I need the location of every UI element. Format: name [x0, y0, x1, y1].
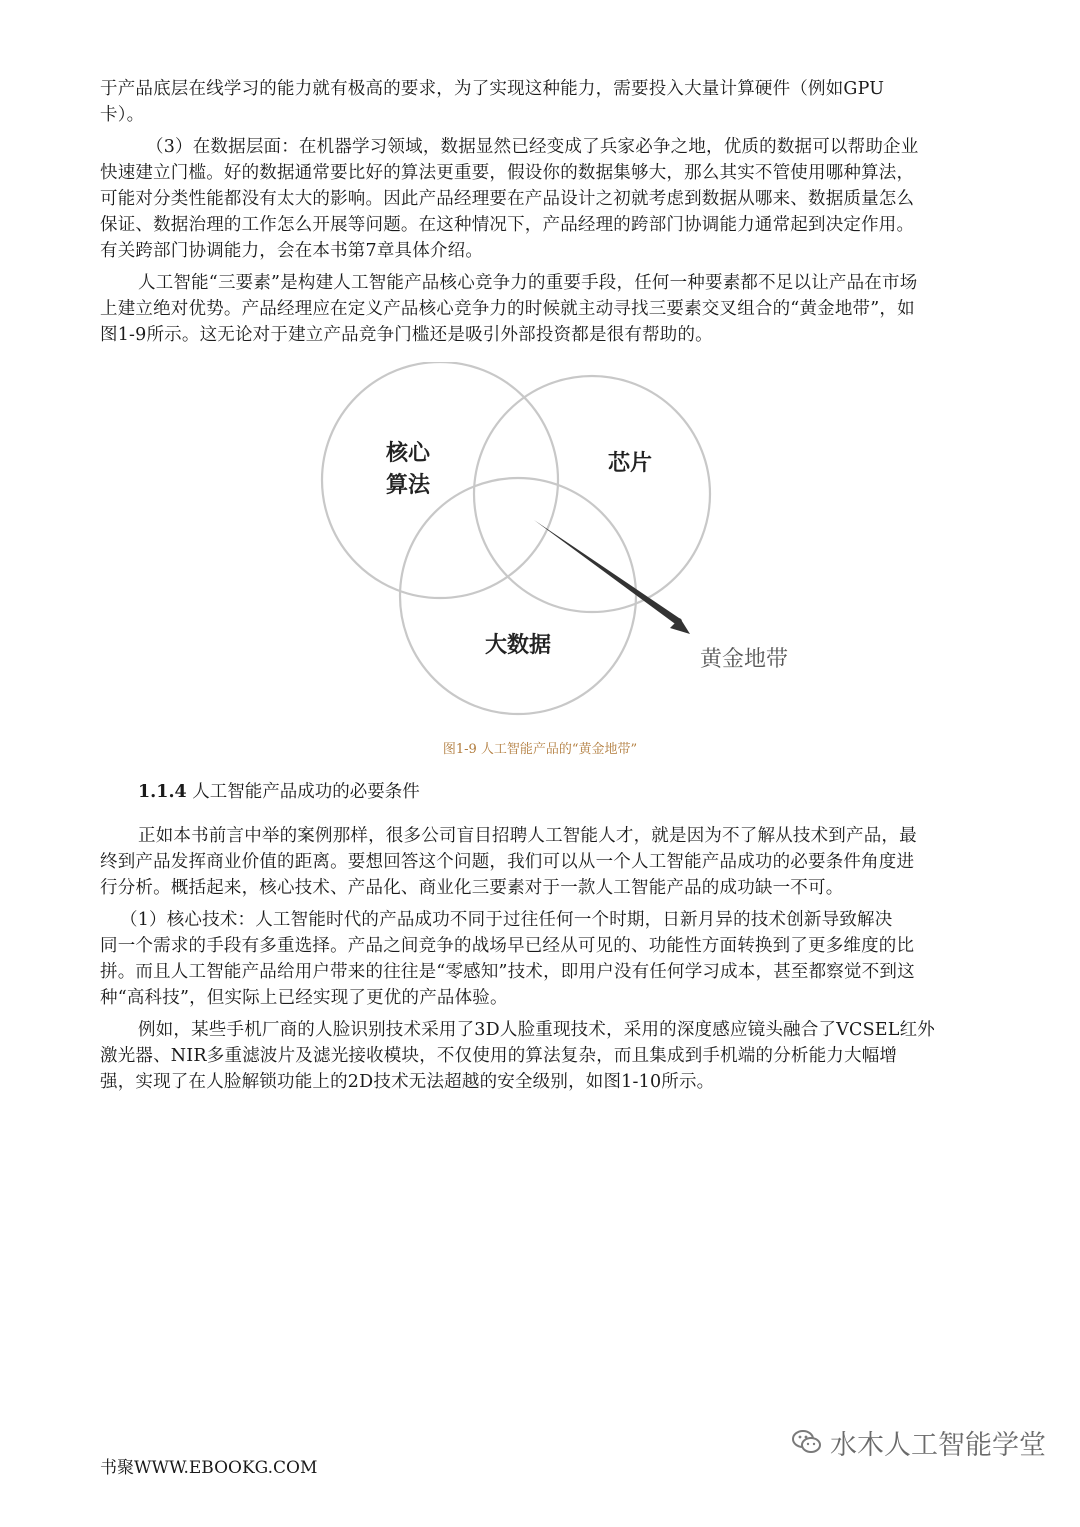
footer-site: 书聚WWW.EBOOKG.COM: [100, 1458, 318, 1478]
paragraph-gpu: [100, 76, 980, 128]
text-line: （1）核心技术：人工智能时代的产品成功不同于过往任何一个时期，日新月异的技术创新导致解决: [120, 910, 893, 930]
label-chip: 芯片: [607, 451, 653, 476]
section-number: 1.1.4: [138, 782, 187, 802]
text-line: 种“高科技”，但实际上已经实现了更优的产品体验。: [100, 988, 508, 1008]
wechat-icon: [790, 1425, 824, 1459]
text-line: 拼。而且人工智能产品给用户带来的往往是“零感知”技术，即用户没有任何学习成本，甚至都察觉不到这: [100, 962, 915, 982]
label-golden-zone: 黄金地带: [700, 647, 789, 672]
text-line: 终到产品发挥商业价值的距离。要想回答这个问题，我们可以从一个人工智能产品成功的必要条件角度进: [100, 852, 915, 872]
paragraph-core-tech: [100, 907, 980, 1011]
text-line: 快速建立门槛。好的数据通常要比好的算法更重要，假设你的数据集够大，那么其实不管使用哪种算法，: [100, 163, 915, 183]
paragraph-face-recognition: [100, 1017, 980, 1095]
text-line: 正如本书前言中举的案例那样，很多公司盲目招聘人工智能人才，就是因为不了解从技术到产品，最: [138, 826, 917, 846]
label-core: 核心: [385, 441, 431, 466]
venn-diagram: [300, 362, 820, 722]
text-line: 强，实现了在人脸解锁功能上的2D技术无法超越的安全级别，如图1-10所示。: [100, 1072, 715, 1092]
text-line: 行分析。概括起来，核心技术、产品化、商业化三要素对于一款人工智能产品的成功缺一不可。: [100, 878, 844, 898]
label-algorithm: 算法: [385, 473, 431, 498]
watermark: [790, 1422, 1046, 1462]
text-line: 同一个需求的手段有多重选择。产品之间竞争的战场早已经从可见的、功能性方面转换到了更多维度的比: [100, 936, 915, 956]
section-heading: [138, 778, 420, 803]
label-big-data: 大数据: [484, 633, 552, 658]
section-title: 人工智能产品成功的必要条件: [186, 782, 420, 802]
circle-big-data: [400, 478, 636, 714]
watermark-text: 水木人工智能学堂: [830, 1429, 1046, 1461]
text-line: 激光器、NIR多重滤波片及滤光接收模块，不仅使用的算法复杂，而且集成到手机端的分析能力大幅增: [100, 1046, 898, 1066]
text-line: 上建立绝对优势。产品经理应在定义产品核心竞争力的时候就主动寻找三要素交叉组合的“黄金地带”，如: [100, 299, 915, 319]
paragraph-three-elements: [100, 270, 980, 348]
text-line: 人工智能“三要素”是构建人工智能产品核心竞争力的重要手段，任何一种要素都不足以让产品在市场: [138, 273, 918, 293]
text-line: 保证、数据治理的工作怎么开展等问题。在这种情况下，产品经理的跨部门协调能力通常起到决定作用。: [100, 215, 915, 235]
text-line: 图1-9所示。这无论对于建立产品竞争门槛还是吸引外部投资都是很有帮助的。: [100, 325, 713, 345]
paragraph-preface-case: [100, 823, 980, 901]
text-line: （3）在数据层面：在机器学习领域，数据显然已经变成了兵家必争之地，优质的数据可以帮助企业: [146, 137, 919, 157]
paragraph-data-layer: [100, 134, 980, 264]
text-line: 例如，某些手机厂商的人脸识别技术采用了3D人脸重现技术，采用的深度感应镜头融合了VCSEL红外: [138, 1020, 935, 1040]
text-line: 于产品底层在线学习的能力就有极高的要求，为了实现这种能力，需要投入大量计算硬件（例如GPU: [100, 79, 885, 99]
figure-caption: 图1-9 人工智能产品的“黄金地带”: [442, 742, 638, 757]
text-line: 可能对分类性能都没有太大的影响。因此产品经理要在产品设计之初就考虑到数据从哪来、数据质量怎么: [100, 189, 915, 209]
text-line: 有关跨部门协调能力，会在本书第7章具体介绍。: [100, 241, 484, 261]
text-line: 卡）。: [100, 105, 145, 125]
